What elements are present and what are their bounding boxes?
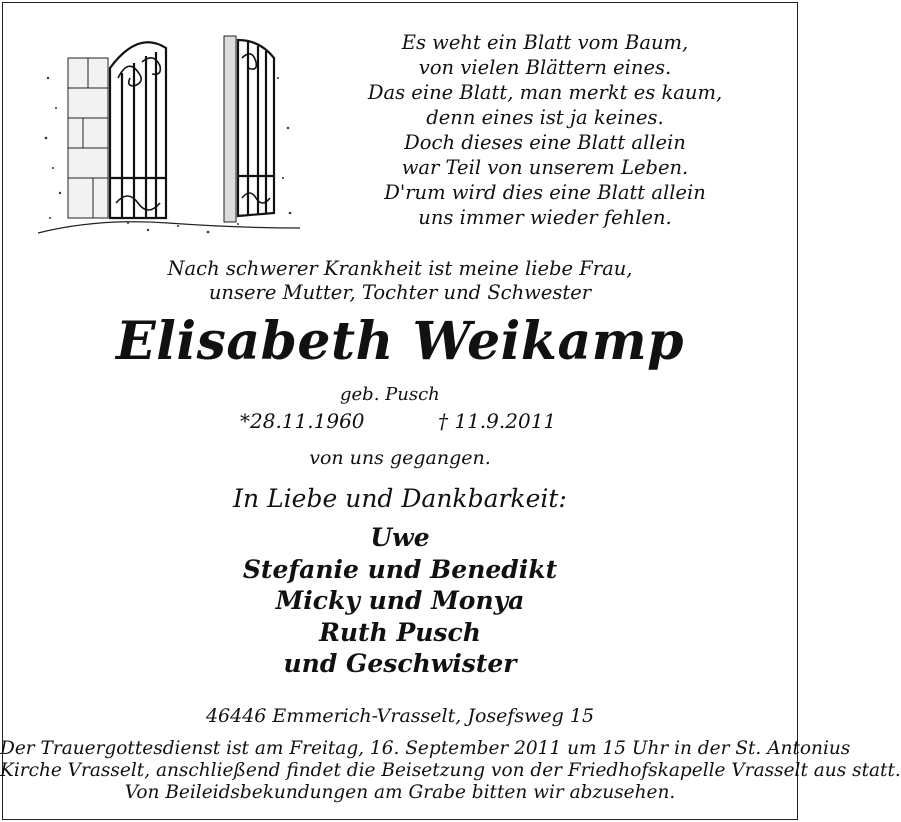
poem: [320, 30, 770, 230]
poem-line: uns immer wieder fehlen.: [418, 206, 672, 229]
service-line: Kirche Vrasselt, anschließend findet die Beisetzung von der Friedhofskapelle Vrasselt aus statt.: [0, 760, 901, 781]
deceased-name: Elisabeth Weikamp: [115, 311, 685, 372]
service-line: Von Beileidsbekundungen am Grabe bitten wir abzusehen.: [124, 782, 676, 803]
family-member: Stefanie und Benedikt: [242, 554, 558, 584]
family-member: und Geschwister: [283, 649, 517, 678]
family-member: Micky und Monya: [275, 586, 525, 615]
poem-line: war Teil von unserem Leben.: [401, 156, 689, 179]
poem-line: Es weht ein Blatt vom Baum,: [401, 31, 689, 54]
family-list: [0, 522, 800, 680]
intro-text: [0, 257, 800, 305]
poem-line: Das eine Blatt, man merkt es kaum,: [367, 81, 723, 104]
poem-line: denn eines ist ja keines.: [426, 106, 664, 129]
poem-line: D'rum wird dies eine Blatt allein: [384, 181, 706, 204]
poem-line: Doch dieses eine Blatt allein: [404, 131, 686, 154]
family-member: Uwe: [370, 523, 430, 552]
address: 46446 Emmerich-Vrasselt, Josefsweg 15: [205, 705, 595, 727]
intro-line: unsere Mutter, Tochter und Schwester: [208, 281, 592, 304]
born-name: geb. Pusch: [340, 384, 440, 405]
birth-date: *28.11.1960: [240, 409, 365, 433]
passed-text: von uns gegangen.: [309, 447, 491, 469]
poem-line: von vielen Blättern eines.: [418, 56, 672, 79]
thanks-heading: In Liebe und Dankbarkeit:: [233, 484, 567, 513]
death-date: † 11.9.2011: [438, 409, 557, 433]
open-gate-icon: [38, 18, 300, 246]
family-member: Ruth Pusch: [319, 617, 481, 647]
service-line: Der Trauergottesdienst ist am Freitag, 16. September 2011 um 15 Uhr in der St. Antonius: [0, 738, 851, 759]
intro-line: Nach schwerer Krankheit ist meine liebe Frau,: [167, 257, 633, 280]
service-info: [0, 738, 901, 804]
